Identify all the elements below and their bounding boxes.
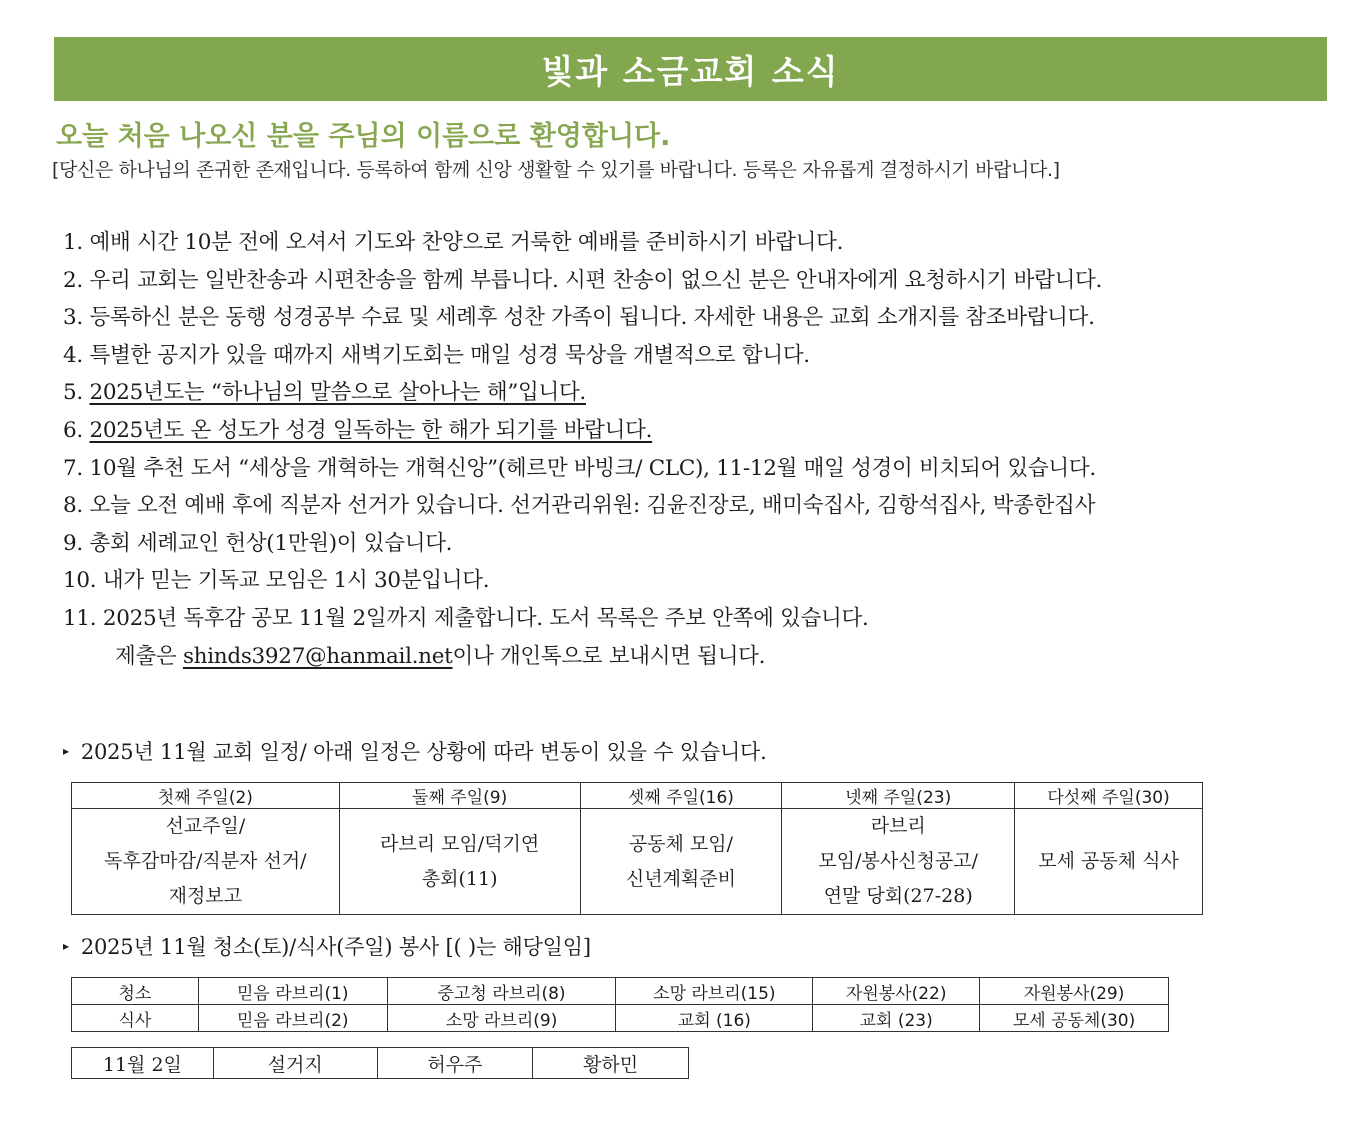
notice-text: 오늘 오전 예배 후에 직분자 선거가 있습니다. 선거관리위원: 김윤진장로, 배미숙집사, 김항석집사, 박종한집사 [89, 493, 1096, 519]
table-header: 셋째 주일(16) [580, 783, 782, 809]
triangle-bullet-icon: ▸ [63, 744, 69, 758]
notice-item [63, 412, 1353, 450]
notice-text: 2025년도 온 성도가 성경 일독하는 한 해가 되기를 바랍니다. [89, 417, 653, 443]
welcome-subnote: [당신은 하나님의 존귀한 존재입니다. 등록하여 함께 신앙 생활할 수 있기를 바랍니다. 등록은 자유롭게 결정하시기 바랍니다.] [52, 159, 1060, 181]
notice-number: 8. [63, 493, 83, 519]
table-row [72, 1005, 1169, 1032]
notice-item [63, 224, 1353, 262]
table-cell: 믿음 라브리(2) [198, 1005, 387, 1032]
cell-line: 재정보고 [168, 885, 243, 907]
cell-line: 모세 공동체 식사 [1038, 850, 1179, 872]
table-cell [580, 809, 782, 915]
notice-item [63, 562, 1353, 600]
notice-number: 3. [63, 305, 83, 331]
notice-text: 등록하신 분은 동행 성경공부 수료 및 세례후 성찬 가족이 됩니다. 자세한 내용은 교회 소개지를 참조바랍니다. [89, 305, 1095, 331]
table-cell [782, 809, 1015, 915]
notice-number: 1. [63, 230, 83, 255]
schedule-title-text: 2025년 11월 교회 일정/ 아래 일정은 상황에 따라 변동이 있을 수 있습니다. [80, 740, 767, 764]
table-cell [339, 809, 580, 915]
table-header: 넷째 주일(23) [782, 783, 1015, 809]
table-cell: 자원봉사(29) [980, 978, 1169, 1005]
service-section-title [63, 931, 591, 961]
cell-line: 신년계획준비 [625, 867, 736, 890]
schedule-section-title [63, 736, 767, 766]
notice-item [63, 374, 1353, 412]
cell-line: 공동체 모임/ [628, 832, 734, 855]
notice-number: 9. [63, 530, 83, 556]
notice-number: 4. [63, 342, 83, 368]
duty-date: 11월 2일 [72, 1048, 214, 1079]
table-header: 첫째 주일(2) [72, 783, 340, 809]
table-cell: 믿음 라브리(1) [198, 978, 387, 1005]
duty-person: 허우주 [377, 1048, 533, 1079]
banner-title: 빛과 소금교회 소식 [541, 51, 840, 91]
table-cell: 자원봉사(22) [813, 978, 980, 1005]
submission-suffix: 이나 개인톡으로 보내시면 됩니다. [452, 643, 766, 669]
table-row [72, 809, 1203, 915]
bulletin-banner [54, 37, 1327, 101]
notice-text: 우리 교회는 일반찬송과 시편찬송을 함께 부릅니다. 시편 찬송이 없으신 분은 안내자에게 요청하시기 바랍니다. [89, 267, 1103, 293]
table-cell: 소망 라브리(15) [616, 978, 813, 1005]
notice-item [63, 487, 1353, 525]
table-cell: 교회 (16) [616, 1005, 813, 1032]
table-header: 둘째 주일(9) [339, 783, 580, 809]
table-header: 다섯째 주일(30) [1015, 783, 1203, 809]
notice-text: 예배 시간 10분 전에 오셔서 기도와 찬양으로 거룩한 예배를 준비하시기 바랍니다. [89, 230, 844, 255]
notice-item [63, 450, 1353, 488]
cell-line: 독후감마감/직분자 선거/ [104, 850, 307, 872]
cell-line: 선교주일/ [165, 815, 246, 837]
service-duty-table [71, 977, 1169, 1032]
church-schedule-table [71, 782, 1203, 915]
notice-text: 10월 추천 도서 “세상을 개혁하는 개혁신앙”(헤르만 바빙크/ CLC), 11-12월 매일 성경이 비치되어 있습니다. [89, 455, 1096, 481]
table-cell: 모세 공동체(30) [980, 1005, 1169, 1032]
cell-line: 총회(11) [421, 867, 498, 890]
notice-number: 11. [63, 605, 97, 631]
notice-number: 5. [63, 380, 83, 406]
notice-number: 6. [63, 417, 83, 443]
notice-item [63, 299, 1353, 337]
duty-person: 황하민 [533, 1048, 689, 1079]
submission-prefix: 제출은 [115, 643, 183, 669]
notice-item [63, 600, 1353, 638]
row-label: 식사 [72, 1005, 199, 1032]
table-row [72, 978, 1169, 1005]
notice-text: 특별한 공지가 있을 때까지 새벽기도회는 매일 성경 묵상을 개별적으로 합니다. [89, 342, 810, 368]
notice-item [63, 337, 1353, 375]
table-cell: 중고청 라브리(8) [387, 978, 616, 1005]
cell-line: 모임/봉사신청공고/ [818, 850, 979, 872]
welcome-message: 오늘 처음 나오신 분을 주님의 이름으로 환영합니다. [56, 121, 671, 152]
table-cell [1015, 809, 1203, 915]
notice-text: 2025년 독후감 공모 11월 2일까지 제출합니다. 도서 목록은 주보 안쪽에 있습니다. [102, 605, 869, 631]
notice-number: 7. [63, 455, 83, 481]
cell-line: 라브리 모임/덕기연 [379, 832, 540, 855]
notice-item-continuation [63, 638, 1353, 676]
notice-list [63, 224, 1353, 675]
notice-text: 2025년도는 “하나님의 말씀으로 살아나는 해”입니다. [89, 380, 586, 406]
service-title-text: 2025년 11월 청소(토)/식사(주일) 봉사 [( )는 해당일임] [80, 935, 591, 959]
cell-line: 라브리 [870, 815, 926, 837]
notice-text: 총회 세례교인 헌상(1만원)이 있습니다. [89, 530, 453, 556]
notice-item [63, 525, 1353, 563]
triangle-bullet-icon: ▸ [63, 939, 69, 953]
notice-item [63, 262, 1353, 300]
table-header-row [72, 783, 1203, 809]
table-cell: 교회 (23) [813, 1005, 980, 1032]
table-cell: 소망 라브리(9) [387, 1005, 616, 1032]
notice-number: 10. [63, 568, 97, 594]
cell-line: 연말 당회(27-28) [823, 885, 973, 907]
submission-email-link[interactable]: shinds3927@hanmail.net [182, 643, 453, 669]
row-label: 청소 [72, 978, 199, 1005]
dishwashing-table [71, 1047, 689, 1079]
notice-text: 내가 믿는 기독교 모임은 1시 30분입니다. [102, 568, 490, 594]
table-row [72, 1048, 689, 1079]
table-cell [72, 809, 340, 915]
notice-number: 2. [63, 267, 83, 293]
duty-type: 설거지 [213, 1048, 377, 1079]
